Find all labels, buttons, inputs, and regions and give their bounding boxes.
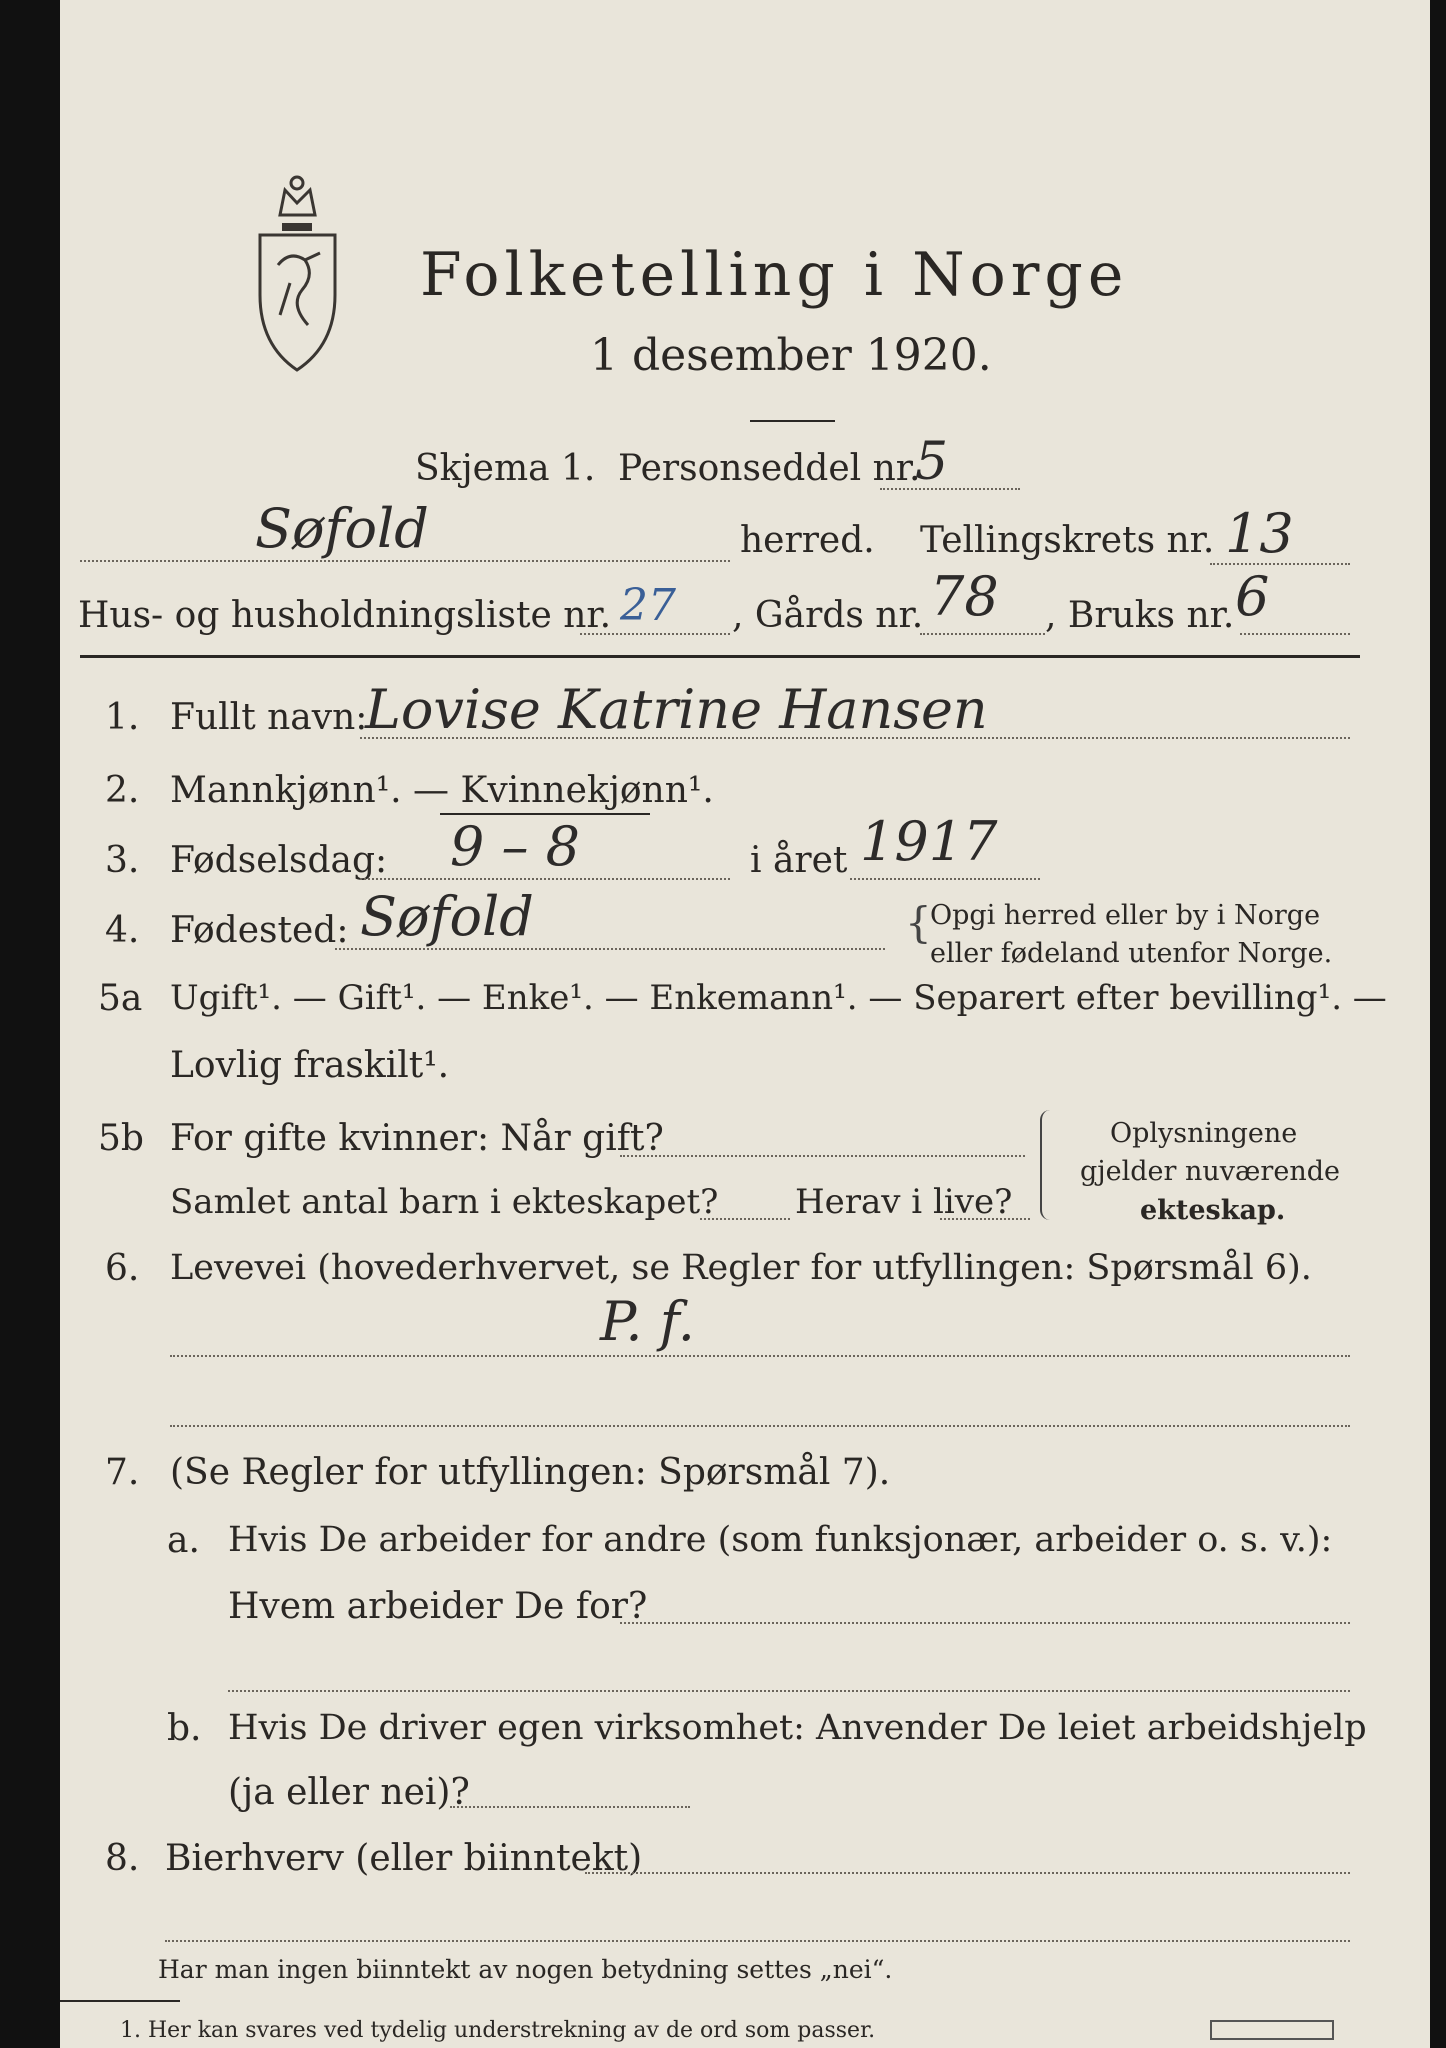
occupation-value[interactable]: P. f. <box>600 1290 695 1353</box>
herred-value[interactable]: Søfold <box>255 497 429 560</box>
q4-note-2: eller fødeland utenfor Norge. <box>930 938 1333 969</box>
q4-line <box>335 948 885 950</box>
q7b-answer-line <box>450 1806 690 1808</box>
tellingskrets-label: Tellingskrets nr. <box>920 520 1215 561</box>
q8-answer-line <box>585 1872 1350 1874</box>
birthday-value[interactable]: 9 – 8 <box>450 815 581 878</box>
hus-number[interactable]: 27 <box>620 580 676 631</box>
q4-brace: { <box>905 898 932 947</box>
header-rule <box>80 655 1360 658</box>
footnote-rule <box>60 2000 180 2002</box>
hus-label: Hus- og husholdningsliste nr. <box>78 595 612 636</box>
q6-number: 6. <box>105 1248 140 1289</box>
birth-year-value[interactable]: 1917 <box>860 810 998 873</box>
printer-stamp <box>1210 2020 1334 2040</box>
footer-note: Har man ingen biinntekt av nogen betydning settes „nei“. <box>158 1955 893 1984</box>
personseddel-line <box>880 488 1020 490</box>
title-divider <box>750 420 835 422</box>
q8-number: 8. <box>105 1838 140 1879</box>
q3-day-line <box>360 878 730 880</box>
skjema-label: Skjema 1. <box>415 448 596 489</box>
q4-label: Fødested: <box>170 910 349 951</box>
q8-label: Bierhverv (eller biinntekt) <box>165 1838 643 1879</box>
q7a-line-2: Hvem arbeider De for? <box>228 1586 648 1627</box>
q5b-when-line <box>620 1155 1025 1157</box>
personseddel-number[interactable]: 5 <box>915 432 949 492</box>
hus-line <box>580 633 730 635</box>
q5b-alive-line <box>940 1218 1030 1220</box>
q5b-note-3: ekteskap. <box>1140 1195 1286 1226</box>
herred-line <box>80 560 730 562</box>
q5b-bracket <box>1040 1110 1052 1220</box>
q7a-line-1: Hvis De arbeider for andre (som funksjonær, arbeider o. s. v.): <box>228 1520 1333 1560</box>
q6-line-1 <box>170 1355 1350 1357</box>
q5b-children-label: Samlet antal barn i ekteskapet? <box>170 1182 719 1222</box>
q7-label: (Se Regler for utfyllingen: Spørsmål 7). <box>170 1452 891 1493</box>
bruks-line <box>1240 633 1350 635</box>
bruks-label: , Bruks nr. <box>1045 595 1235 636</box>
q7b-number: b. <box>167 1708 202 1749</box>
form-title: Folketelling i Norge <box>420 240 1129 310</box>
q5b-children-line <box>700 1218 790 1220</box>
q5b-alive-label: Herav i live? <box>795 1182 1013 1222</box>
q5b-married-when: For gifte kvinner: Når gift? <box>170 1118 664 1159</box>
q4-note-1: Opgi herred eller by i Norge <box>930 900 1321 931</box>
q7-number: 7. <box>105 1452 140 1493</box>
q5b-note-1: Oplysningene <box>1110 1118 1298 1149</box>
census-form-page <box>60 0 1430 2048</box>
birthplace-value[interactable]: Søfold <box>360 885 534 948</box>
q4-number: 4. <box>105 910 140 951</box>
q2-number: 2. <box>105 770 140 811</box>
gards-number[interactable]: 78 <box>930 565 999 628</box>
gards-line <box>920 633 1045 635</box>
gender-options: Mannkjønn¹. — Kvinnekjønn¹. <box>170 770 714 811</box>
q3-year-label: i året <box>750 840 848 881</box>
q7b-line-1: Hvis De driver egen virksomhet: Anvender De leiet arbeidshjelp <box>228 1708 1367 1748</box>
q6-line-2 <box>170 1425 1350 1427</box>
q3-label: Fødselsdag: <box>170 840 388 881</box>
q8-answer-line-2 <box>165 1940 1350 1942</box>
form-date: 1 desember 1920. <box>590 330 992 381</box>
q7a-answer-line <box>620 1622 1350 1624</box>
full-name-value[interactable]: Lovise Katrine Hansen <box>365 678 988 741</box>
personseddel-label: Personseddel nr. <box>618 448 921 489</box>
q7b-line-2: (ja eller nei)? <box>228 1772 470 1813</box>
q3-year-line <box>850 878 1040 880</box>
marital-status-options: Ugift¹. — Gift¹. — Enke¹. — Enkemann¹. — Separert efter bevilling¹. — <box>170 978 1387 1018</box>
footnote: 1. Her kan svares ved tydelig understrekning av de ord som passer. <box>120 2018 876 2043</box>
bruks-number[interactable]: 6 <box>1235 565 1270 628</box>
gards-label: , Gårds nr. <box>732 595 924 636</box>
q5a-number: 5a <box>98 978 143 1019</box>
q3-number: 3. <box>105 840 140 881</box>
q5b-number: 5b <box>98 1118 144 1159</box>
q5b-note-2: gjelder nuværende <box>1080 1156 1340 1187</box>
tellingskrets-number[interactable]: 13 <box>1225 502 1294 565</box>
marital-status-options-2: Lovlig fraskilt¹. <box>170 1045 450 1086</box>
q6-label: Levevei (hovederhvervet, se Regler for utfyllingen: Spørsmål 6). <box>170 1248 1312 1288</box>
q7a-answer-line-2 <box>228 1690 1350 1692</box>
herred-label: herred. <box>740 520 875 561</box>
coat-of-arms-icon <box>250 165 345 375</box>
q7a-number: a. <box>167 1520 200 1561</box>
q1-label: Fullt navn: <box>170 697 368 738</box>
q1-number: 1. <box>105 697 140 738</box>
